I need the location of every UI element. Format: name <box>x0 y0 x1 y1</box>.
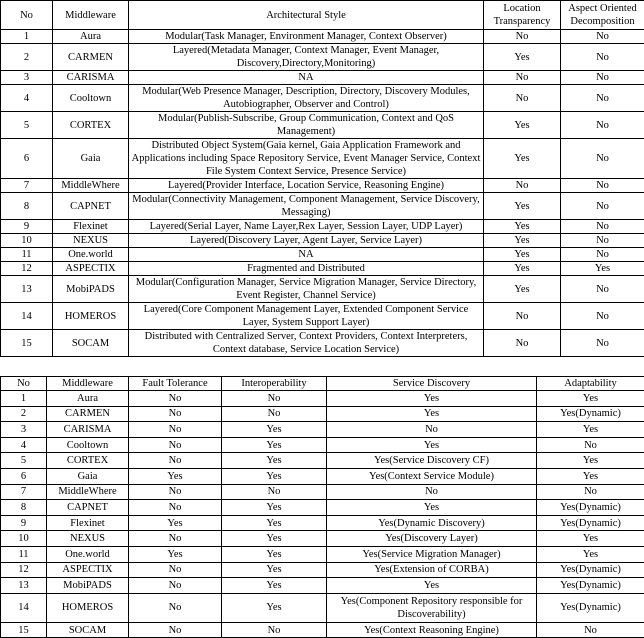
cell-middleware: Flexinet <box>47 515 129 531</box>
header-no: No <box>1 1 53 30</box>
cell-service-discovery: No <box>327 422 537 438</box>
cell-fault-tolerance: No <box>129 437 222 453</box>
cell-no: 12 <box>1 562 47 578</box>
cell-middleware: CORTEX <box>53 112 129 139</box>
table-header-row <box>1 1 644 30</box>
cell-middleware: Aura <box>53 30 129 44</box>
cell-interoperability: Yes <box>222 453 327 469</box>
cell-middleware: CARMEN <box>47 406 129 422</box>
cell-service-discovery: Yes <box>327 500 537 516</box>
table-row <box>1 193 644 220</box>
header-architectural-style: Architectural Style <box>129 1 484 30</box>
table-row <box>1 406 644 422</box>
cell-adaptability: Yes(Dynamic) <box>537 500 644 516</box>
cell-fault-tolerance: No <box>129 406 222 422</box>
cell-middleware: CARISMA <box>47 422 129 438</box>
cell-middleware: Gaia <box>47 468 129 484</box>
cell-fault-tolerance: Yes <box>129 468 222 484</box>
cell-adaptability: Yes(Dynamic) <box>537 515 644 531</box>
table-row <box>1 500 644 516</box>
cell-architectural-style: Layered(Metadata Manager, Context Manager, Event Manager, Discovery,Directory,Monitoring) <box>129 44 484 71</box>
header-service-discovery: Service Discovery <box>327 377 537 391</box>
cell-fault-tolerance: No <box>129 578 222 594</box>
cell-architectural-style: Layered(Provider Interface, Location Service, Reasoning Engine) <box>129 179 484 193</box>
cell-interoperability: Yes <box>222 562 327 578</box>
cell-no: 14 <box>1 593 47 622</box>
cell-no: 3 <box>1 71 53 85</box>
cell-no: 7 <box>1 484 47 500</box>
cell-no: 2 <box>1 44 53 71</box>
features-comparison-table <box>0 376 644 638</box>
cell-fault-tolerance: No <box>129 484 222 500</box>
cell-aspect-oriented-decomposition: No <box>561 44 644 71</box>
cell-location-transparency: No <box>484 303 561 330</box>
cell-architectural-style: NA <box>129 248 484 262</box>
table-row <box>1 391 644 407</box>
cell-location-transparency: No <box>484 71 561 85</box>
table-row <box>1 85 644 112</box>
table-row <box>1 139 644 179</box>
cell-interoperability: No <box>222 622 327 638</box>
cell-service-discovery: Yes <box>327 406 537 422</box>
cell-no: 6 <box>1 468 47 484</box>
cell-aspect-oriented-decomposition: Yes <box>561 262 644 276</box>
header-no: No <box>1 377 47 391</box>
cell-no: 13 <box>1 578 47 594</box>
cell-architectural-style: Fragmented and Distributed <box>129 262 484 276</box>
cell-service-discovery: Yes(Service Migration Manager) <box>327 546 537 562</box>
table-row <box>1 71 644 85</box>
cell-architectural-style: Modular(Configuration Manager, Service Migration Manager, Service Directory, Event Register, Channel Service) <box>129 276 484 303</box>
cell-architectural-style: Layered(Discovery Layer, Agent Layer, Service Layer) <box>129 234 484 248</box>
cell-location-transparency: Yes <box>484 220 561 234</box>
cell-fault-tolerance: No <box>129 562 222 578</box>
cell-service-discovery: No <box>327 484 537 500</box>
cell-no: 9 <box>1 220 53 234</box>
cell-no: 13 <box>1 276 53 303</box>
table-header-row <box>1 377 644 391</box>
cell-middleware: CAPNET <box>53 193 129 220</box>
cell-middleware: One.world <box>47 546 129 562</box>
cell-adaptability: Yes <box>537 391 644 407</box>
cell-location-transparency: Yes <box>484 112 561 139</box>
cell-no: 2 <box>1 406 47 422</box>
cell-middleware: Cooltown <box>47 437 129 453</box>
cell-interoperability: Yes <box>222 500 327 516</box>
cell-fault-tolerance: No <box>129 500 222 516</box>
cell-architectural-style: Distributed Object System(Gaia kernel, Gaia Application Framework and Applications including Space Repository Service, Event Manager Service, Context File System Context Service, Presence Service) <box>129 139 484 179</box>
cell-location-transparency: Yes <box>484 139 561 179</box>
table-row <box>1 303 644 330</box>
cell-location-transparency: Yes <box>484 248 561 262</box>
cell-aspect-oriented-decomposition: No <box>561 30 644 44</box>
table-row <box>1 44 644 71</box>
cell-interoperability: No <box>222 484 327 500</box>
table-row <box>1 30 644 44</box>
cell-middleware: SOCAM <box>53 330 129 357</box>
cell-location-transparency: No <box>484 30 561 44</box>
cell-middleware: Aura <box>47 391 129 407</box>
header-location-transparency: Location Transparency <box>484 1 561 30</box>
cell-no: 11 <box>1 248 53 262</box>
cell-interoperability: Yes <box>222 422 327 438</box>
cell-no: 7 <box>1 179 53 193</box>
cell-no: 9 <box>1 515 47 531</box>
cell-aspect-oriented-decomposition: No <box>561 276 644 303</box>
cell-no: 14 <box>1 303 53 330</box>
cell-location-transparency: Yes <box>484 276 561 303</box>
cell-aspect-oriented-decomposition: No <box>561 248 644 262</box>
table-row <box>1 531 644 547</box>
cell-architectural-style: Modular(Web Presence Manager, Description, Directory, Discovery Modules, Autobiographer, Observer and Control) <box>129 85 484 112</box>
cell-middleware: MiddleWhere <box>47 484 129 500</box>
cell-no: 6 <box>1 139 53 179</box>
cell-aspect-oriented-decomposition: No <box>561 330 644 357</box>
header-middleware: Middleware <box>53 1 129 30</box>
cell-no: 1 <box>1 391 47 407</box>
cell-fault-tolerance: No <box>129 531 222 547</box>
cell-middleware: MobiPADS <box>47 578 129 594</box>
cell-adaptability: No <box>537 484 644 500</box>
cell-interoperability: No <box>222 406 327 422</box>
table-row <box>1 422 644 438</box>
cell-aspect-oriented-decomposition: No <box>561 193 644 220</box>
header-adaptability: Adaptability <box>537 377 644 391</box>
cell-aspect-oriented-decomposition: No <box>561 139 644 179</box>
cell-service-discovery: Yes(Extension of CORBA) <box>327 562 537 578</box>
cell-fault-tolerance: No <box>129 391 222 407</box>
cell-architectural-style: Layered(Serial Layer, Name Layer,Rex Layer, Session Layer, UDP Layer) <box>129 220 484 234</box>
cell-no: 3 <box>1 422 47 438</box>
header-fault-tolerance: Fault Tolerance <box>129 377 222 391</box>
table-row <box>1 220 644 234</box>
cell-service-discovery: Yes <box>327 391 537 407</box>
table-row <box>1 468 644 484</box>
cell-architectural-style: Modular(Task Manager, Environment Manager, Context Observer) <box>129 30 484 44</box>
cell-middleware: Flexinet <box>53 220 129 234</box>
cell-no: 8 <box>1 193 53 220</box>
cell-interoperability: Yes <box>222 593 327 622</box>
cell-fault-tolerance: No <box>129 422 222 438</box>
table-row <box>1 453 644 469</box>
table-row <box>1 330 644 357</box>
header-aspect-oriented-decomposition: Aspect Oriented Decomposition <box>561 1 644 30</box>
cell-interoperability: Yes <box>222 515 327 531</box>
cell-middleware: Gaia <box>53 139 129 179</box>
cell-middleware: CARMEN <box>53 44 129 71</box>
cell-adaptability: Yes(Dynamic) <box>537 562 644 578</box>
cell-adaptability: Yes(Dynamic) <box>537 593 644 622</box>
cell-service-discovery: Yes(Dynamic Discovery) <box>327 515 537 531</box>
cell-middleware: CARISMA <box>53 71 129 85</box>
cell-middleware: NEXUS <box>47 531 129 547</box>
cell-middleware: HOMEROS <box>53 303 129 330</box>
cell-location-transparency: No <box>484 330 561 357</box>
cell-location-transparency: Yes <box>484 193 561 220</box>
cell-no: 5 <box>1 112 53 139</box>
cell-no: 15 <box>1 622 47 638</box>
cell-location-transparency: Yes <box>484 44 561 71</box>
cell-middleware: MobiPADS <box>53 276 129 303</box>
cell-fault-tolerance: Yes <box>129 515 222 531</box>
cell-aspect-oriented-decomposition: No <box>561 71 644 85</box>
table-row <box>1 262 644 276</box>
cell-aspect-oriented-decomposition: No <box>561 220 644 234</box>
header-middleware: Middleware <box>47 377 129 391</box>
cell-no: 4 <box>1 437 47 453</box>
cell-adaptability: Yes <box>537 531 644 547</box>
cell-middleware: MiddleWhere <box>53 179 129 193</box>
cell-fault-tolerance: Yes <box>129 546 222 562</box>
table-row <box>1 276 644 303</box>
cell-middleware: CAPNET <box>47 500 129 516</box>
cell-no: 4 <box>1 85 53 112</box>
cell-adaptability: Yes <box>537 422 644 438</box>
cell-adaptability: No <box>537 622 644 638</box>
cell-interoperability: Yes <box>222 546 327 562</box>
cell-architectural-style: NA <box>129 71 484 85</box>
cell-adaptability: Yes(Dynamic) <box>537 406 644 422</box>
cell-interoperability: Yes <box>222 468 327 484</box>
table-row <box>1 562 644 578</box>
cell-location-transparency: No <box>484 179 561 193</box>
cell-middleware: SOCAM <box>47 622 129 638</box>
cell-middleware: ASPECTIX <box>47 562 129 578</box>
cell-adaptability: Yes <box>537 453 644 469</box>
cell-no: 5 <box>1 453 47 469</box>
cell-middleware: HOMEROS <box>47 593 129 622</box>
cell-architectural-style: Modular(Connectivity Management, Component Management, Service Discovery, Messaging) <box>129 193 484 220</box>
cell-aspect-oriented-decomposition: No <box>561 234 644 248</box>
cell-no: 15 <box>1 330 53 357</box>
cell-middleware: Cooltown <box>53 85 129 112</box>
cell-architectural-style: Layered(Core Component Management Layer, Extended Component Service Layer, System Support Layer) <box>129 303 484 330</box>
cell-service-discovery: Yes(Component Repository responsible for Discoverability) <box>327 593 537 622</box>
cell-service-discovery: Yes(Discovery Layer) <box>327 531 537 547</box>
cell-service-discovery: Yes <box>327 578 537 594</box>
cell-architectural-style: Distributed with Centralized Server, Context Providers, Context Interpreters, Context database, Service Location Service) <box>129 330 484 357</box>
cell-location-transparency: Yes <box>484 262 561 276</box>
cell-interoperability: No <box>222 391 327 407</box>
cell-architectural-style: Modular(Publish-Subscribe, Group Communication, Context and QoS Management) <box>129 112 484 139</box>
table-row <box>1 622 644 638</box>
table-row <box>1 593 644 622</box>
cell-adaptability: Yes <box>537 546 644 562</box>
table-row <box>1 437 644 453</box>
cell-no: 10 <box>1 234 53 248</box>
cell-aspect-oriented-decomposition: No <box>561 179 644 193</box>
table-row <box>1 248 644 262</box>
cell-interoperability: Yes <box>222 578 327 594</box>
cell-no: 8 <box>1 500 47 516</box>
cell-no: 11 <box>1 546 47 562</box>
cell-no: 12 <box>1 262 53 276</box>
cell-middleware: ASPECTIX <box>53 262 129 276</box>
cell-location-transparency: Yes <box>484 234 561 248</box>
cell-middleware: One.world <box>53 248 129 262</box>
cell-middleware: CORTEX <box>47 453 129 469</box>
cell-fault-tolerance: No <box>129 453 222 469</box>
cell-adaptability: Yes <box>537 468 644 484</box>
cell-fault-tolerance: No <box>129 622 222 638</box>
cell-location-transparency: No <box>484 85 561 112</box>
cell-fault-tolerance: No <box>129 593 222 622</box>
table-row <box>1 112 644 139</box>
cell-adaptability: No <box>537 437 644 453</box>
cell-interoperability: Yes <box>222 531 327 547</box>
cell-service-discovery: Yes(Service Discovery CF) <box>327 453 537 469</box>
cell-service-discovery: Yes(Context Service Module) <box>327 468 537 484</box>
table-row <box>1 484 644 500</box>
cell-interoperability: Yes <box>222 437 327 453</box>
cell-aspect-oriented-decomposition: No <box>561 85 644 112</box>
table-row <box>1 578 644 594</box>
cell-aspect-oriented-decomposition: No <box>561 303 644 330</box>
cell-no: 10 <box>1 531 47 547</box>
table-row <box>1 546 644 562</box>
table-row <box>1 234 644 248</box>
cell-service-discovery: Yes <box>327 437 537 453</box>
header-interoperability: Interoperability <box>222 377 327 391</box>
table-row <box>1 179 644 193</box>
table-row <box>1 515 644 531</box>
cell-middleware: NEXUS <box>53 234 129 248</box>
cell-adaptability: Yes(Dynamic) <box>537 578 644 594</box>
cell-service-discovery: Yes(Context Reasoning Engine) <box>327 622 537 638</box>
cell-aspect-oriented-decomposition: No <box>561 112 644 139</box>
cell-no: 1 <box>1 30 53 44</box>
